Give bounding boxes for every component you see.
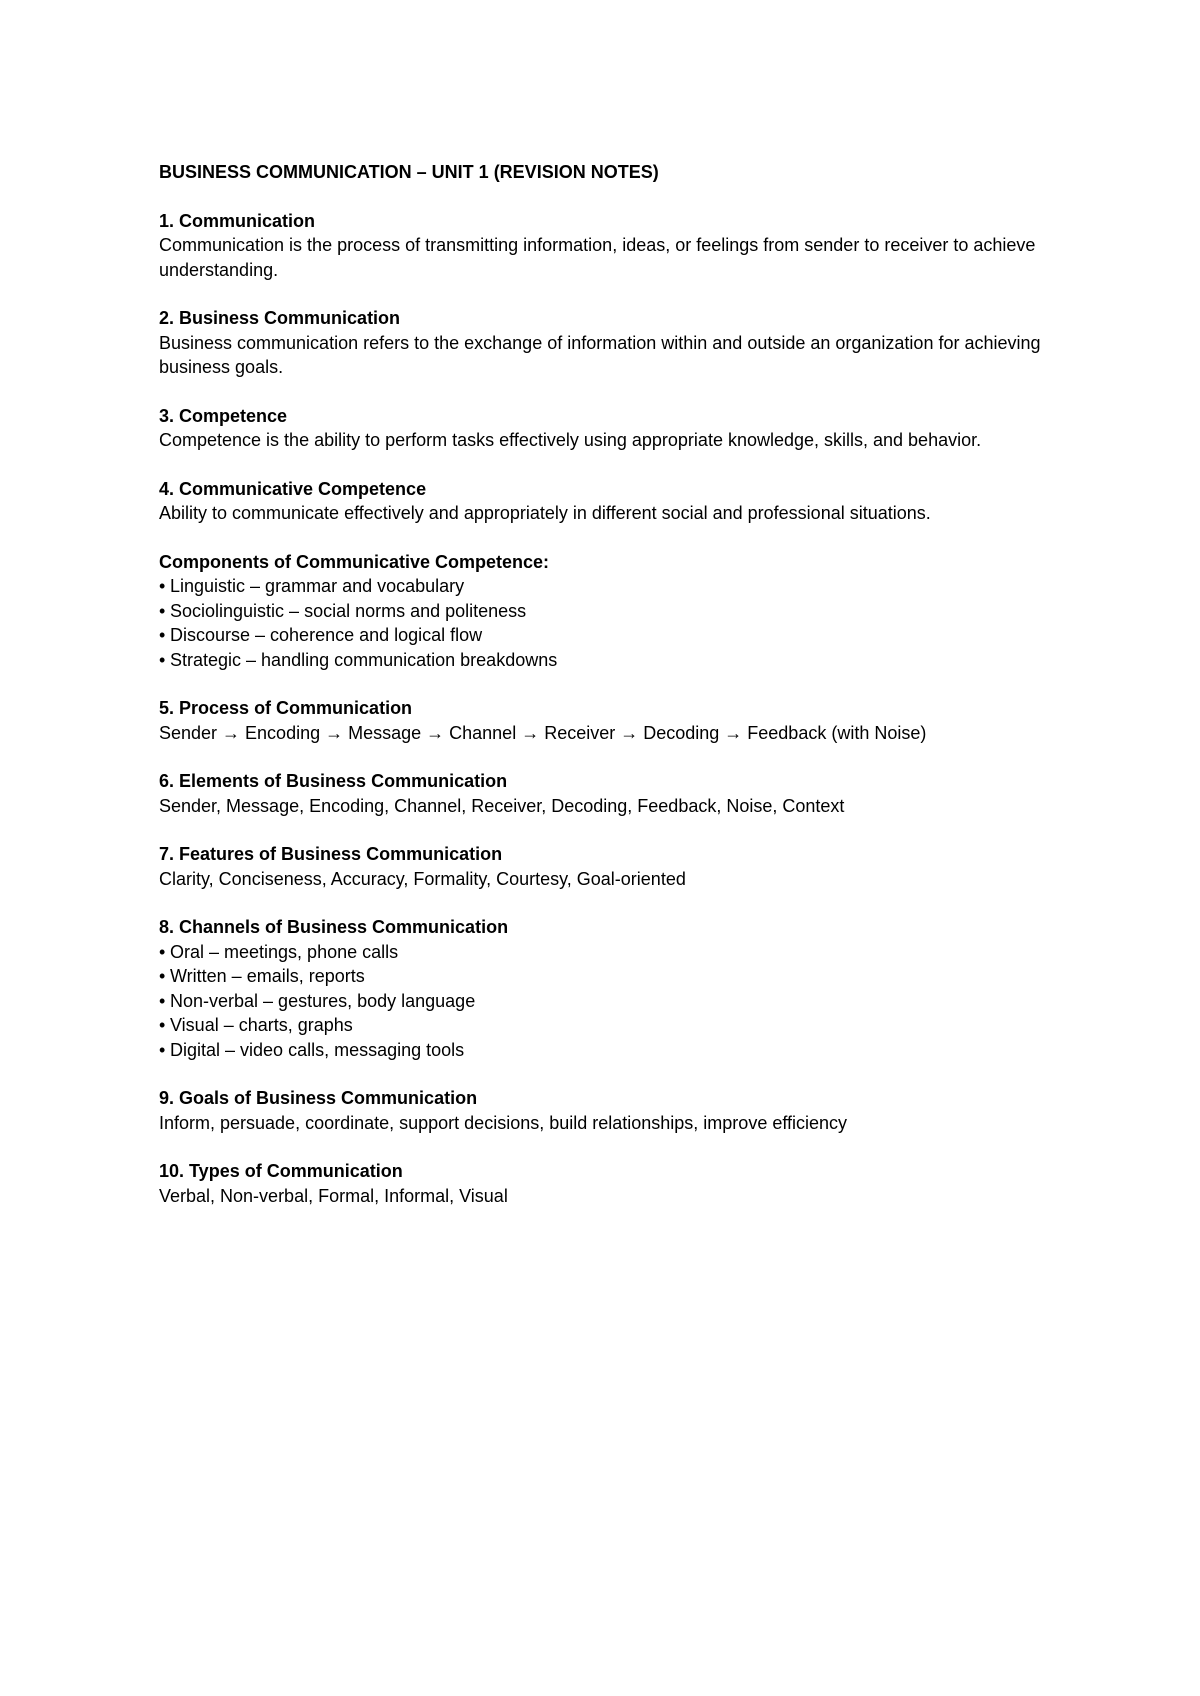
bullet-icon: • — [159, 941, 166, 962]
section-communication — [159, 209, 1059, 283]
document-page — [159, 160, 1059, 1232]
section-heading: Components of Communicative Competence: — [159, 551, 550, 572]
section-text: Business communication refers to the exchange of information within and outside an organization for achieving business goals. — [159, 332, 1041, 377]
bullet-icon: • — [159, 966, 166, 986]
list-item — [159, 574, 1059, 599]
bullet-icon: • — [159, 600, 166, 621]
bullet-list — [159, 940, 1059, 1063]
list-item — [159, 989, 1059, 1014]
section-heading: 5. Process of Communication — [159, 698, 413, 718]
section-heading: 9. Goals of Business Communication — [159, 1088, 478, 1108]
section-channels — [159, 915, 1059, 1062]
list-item-text: Written – emails, reports — [170, 966, 365, 986]
list-item-text: Sociolinguistic – social norms and politeness — [170, 600, 527, 621]
section-text: Sender → Encoding → Message → Channel → Receiver → Decoding → Feedback (with Noise) — [159, 722, 927, 743]
list-item — [159, 964, 1059, 989]
section-heading: 8. Channels of Business Communication — [159, 917, 509, 937]
section-communicative-competence — [159, 477, 1059, 526]
list-item-text: Oral – meetings, phone calls — [170, 941, 399, 962]
section-text: Competence is the ability to perform tasks effectively using appropriate knowledge, skills, and behavior. — [159, 430, 982, 450]
list-item — [159, 940, 1059, 965]
section-text: Communication is the process of transmitting information, ideas, or feelings from sender to receiver to achieve understanding. — [159, 235, 1036, 280]
section-heading: 10. Types of Communication — [159, 1161, 403, 1181]
section-goals — [159, 1086, 1059, 1135]
section-business-communication — [159, 306, 1059, 380]
section-components — [159, 550, 1059, 673]
bullet-list — [159, 574, 1059, 672]
list-item — [159, 623, 1059, 648]
section-heading: 1. Communication — [159, 210, 316, 231]
list-item-text: Linguistic – grammar and vocabulary — [170, 576, 465, 596]
bullet-icon: • — [159, 625, 166, 645]
bullet-icon: • — [159, 649, 166, 670]
list-item-text: Digital – video calls, messaging tools — [170, 1039, 465, 1060]
bullet-icon: • — [159, 576, 166, 596]
section-process — [159, 696, 1059, 745]
section-text: Verbal, Non-verbal, Formal, Informal, Visual — [159, 1185, 508, 1206]
section-heading: 6. Elements of Business Communication — [159, 771, 508, 791]
bullet-icon: • — [159, 1039, 166, 1060]
section-heading: 4. Communicative Competence — [159, 478, 427, 499]
list-item — [159, 648, 1059, 673]
list-item-text: Visual – charts, graphs — [170, 1015, 353, 1035]
section-heading: 3. Competence — [159, 405, 288, 426]
section-heading: 7. Features of Business Communication — [159, 844, 503, 864]
section-heading: 2. Business Communication — [159, 308, 401, 328]
section-types — [159, 1159, 1059, 1208]
section-text: Inform, persuade, coordinate, support decisions, build relationships, improve efficiency — [159, 1112, 848, 1133]
bullet-icon: • — [159, 1015, 166, 1035]
list-item-text: Discourse – coherence and logical flow — [170, 625, 483, 645]
section-text: Sender, Message, Encoding, Channel, Receiver, Decoding, Feedback, Noise, Context — [159, 795, 845, 816]
section-text: Ability to communicate effectively and appropriately in different social and professional situations. — [159, 503, 931, 523]
document-title: BUSINESS COMMUNICATION – UNIT 1 (REVISION NOTES) — [159, 162, 659, 182]
list-item — [159, 599, 1059, 624]
section-features — [159, 842, 1059, 891]
list-item-text: Non-verbal – gestures, body language — [170, 990, 476, 1011]
list-item — [159, 1038, 1059, 1063]
section-elements — [159, 769, 1059, 818]
list-item — [159, 1013, 1059, 1038]
section-text: Clarity, Conciseness, Accuracy, Formality, Courtesy, Goal-oriented — [159, 868, 686, 889]
section-competence — [159, 404, 1059, 453]
bullet-icon: • — [159, 990, 166, 1011]
list-item-text: Strategic – handling communication breakdowns — [170, 649, 558, 670]
